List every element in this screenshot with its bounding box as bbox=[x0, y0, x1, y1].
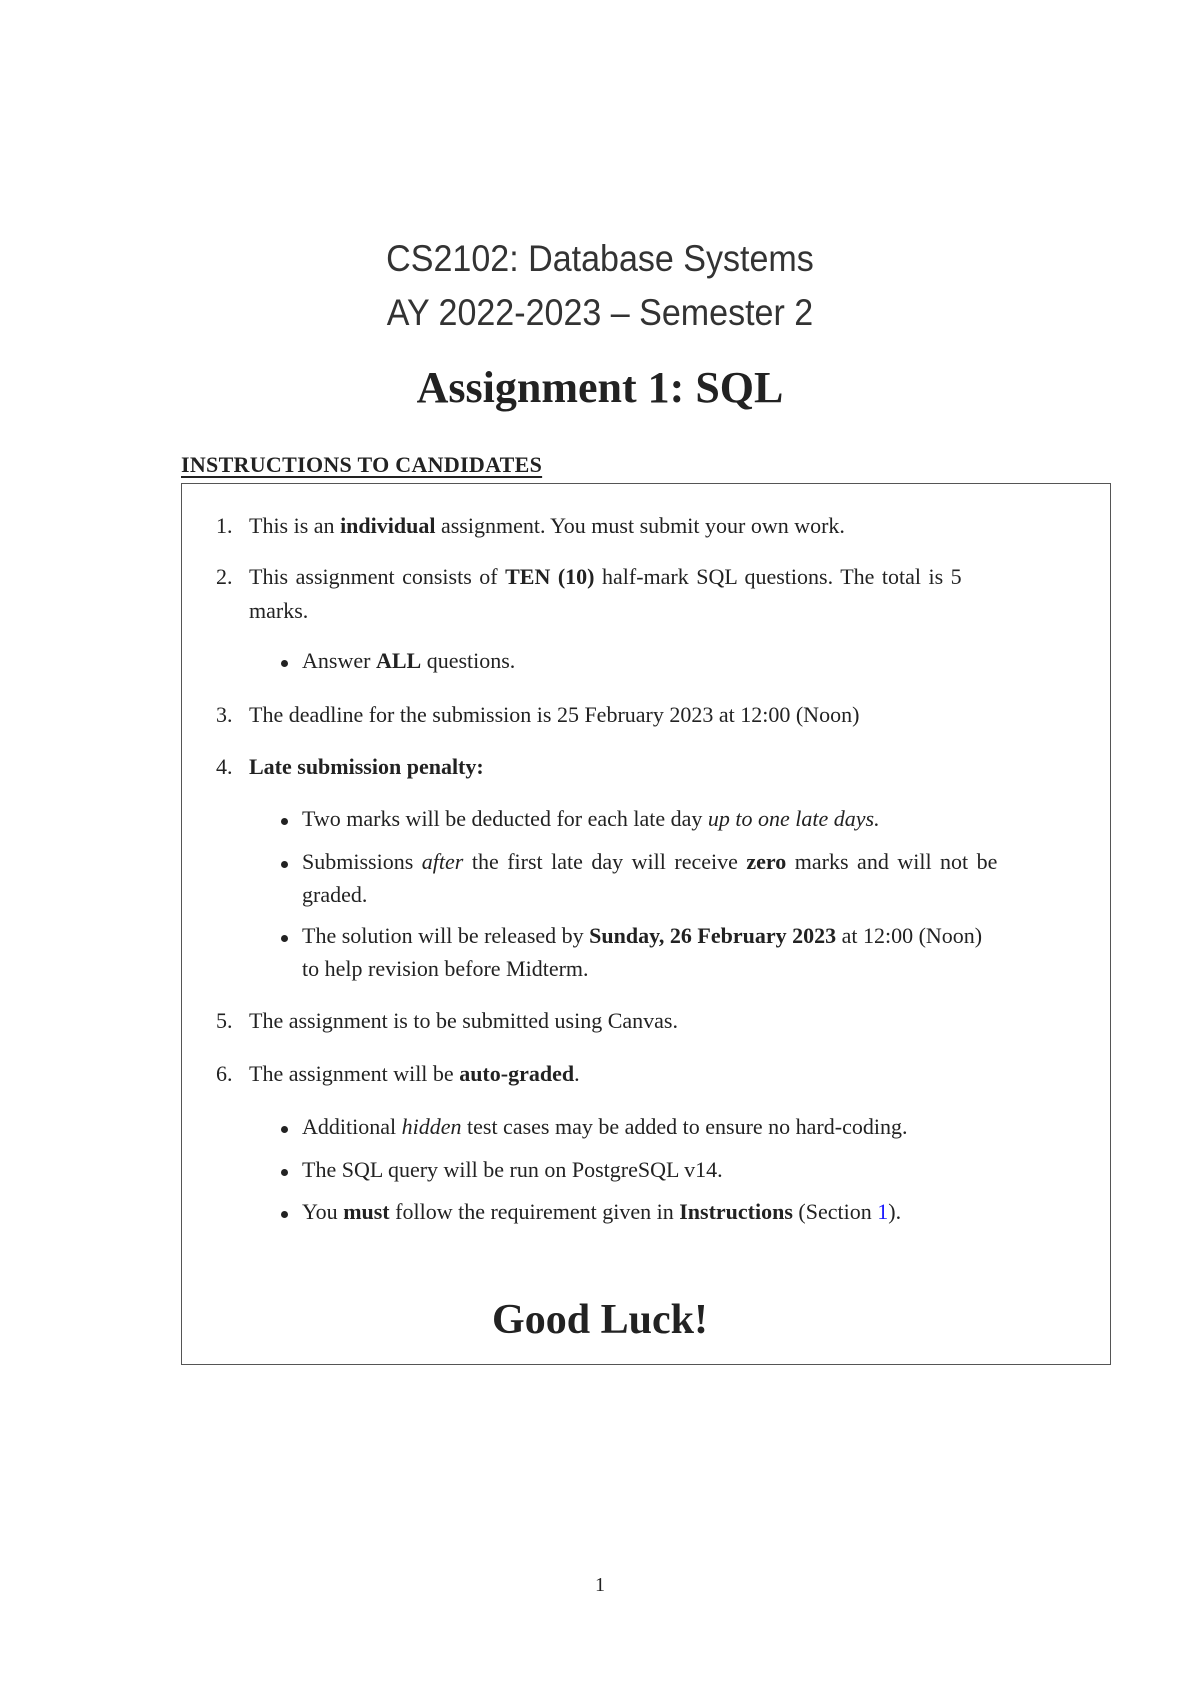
instructions-heading: INSTRUCTIONS TO CANDIDATES bbox=[181, 452, 543, 477]
item-number: 3. bbox=[216, 702, 233, 727]
sub-bullet: The solution will be released by Sunday, 26 February 2023 at 12:00 (Noon) bbox=[302, 923, 983, 948]
term-subtitle: AY 2022-2023 – Semester 2 bbox=[386, 292, 814, 333]
sub-bullet: Submissions after the first late day will receive zero marks and will not be bbox=[302, 849, 998, 874]
bullet-icon bbox=[281, 1211, 288, 1218]
sub-bullet: The SQL query will be run on PostgreSQL v14. bbox=[302, 1157, 723, 1182]
item-number: 4. bbox=[216, 754, 233, 779]
bullet-icon bbox=[281, 660, 288, 667]
course-title: CS2102: Database Systems bbox=[386, 238, 814, 279]
sub-bullet: Two marks will be deducted for each late day up to one late days. bbox=[302, 806, 880, 831]
sub-bullet: You must follow the requirement given in Instructions (Section 1). bbox=[302, 1199, 902, 1224]
bullet-icon bbox=[281, 818, 288, 825]
instruction-item-5: The assignment is to be submitted using Canvas. bbox=[249, 1008, 678, 1033]
closing-text: Good Luck! bbox=[492, 1297, 708, 1343]
bullet-icon bbox=[281, 1126, 288, 1133]
bullet-icon bbox=[281, 1169, 288, 1176]
sub-bullet-cont: graded. bbox=[302, 882, 368, 907]
assignment-title: Assignment 1: SQL bbox=[416, 363, 784, 412]
item-number: 2. bbox=[216, 564, 233, 589]
item-number: 5. bbox=[216, 1008, 233, 1033]
instruction-item-2-cont: marks. bbox=[249, 598, 309, 623]
section-link[interactable]: 1 bbox=[877, 1199, 889, 1224]
instruction-item-4: Late submission penalty: bbox=[249, 754, 484, 779]
instruction-item-3: The deadline for the submission is 25 February 2023 at 12:00 (Noon) bbox=[249, 702, 860, 727]
page-number: 1 bbox=[595, 1574, 605, 1596]
item-number: 6. bbox=[216, 1061, 233, 1086]
instruction-item-2: This assignment consists of TEN (10) half-mark SQL questions. The total is 5 bbox=[249, 564, 962, 589]
item-number: 1. bbox=[216, 513, 233, 538]
sub-bullet: Answer ALL questions. bbox=[302, 648, 516, 673]
sub-bullet: Additional hidden test cases may be added to ensure no hard-coding. bbox=[302, 1114, 908, 1139]
instruction-item-6: The assignment will be auto-graded. bbox=[249, 1061, 580, 1086]
bullet-icon bbox=[281, 935, 288, 942]
bullet-icon bbox=[281, 861, 288, 868]
sub-bullet-cont: to help revision before Midterm. bbox=[302, 956, 589, 981]
instruction-item-1: This is an individual assignment. You must submit your own work. bbox=[249, 513, 845, 538]
